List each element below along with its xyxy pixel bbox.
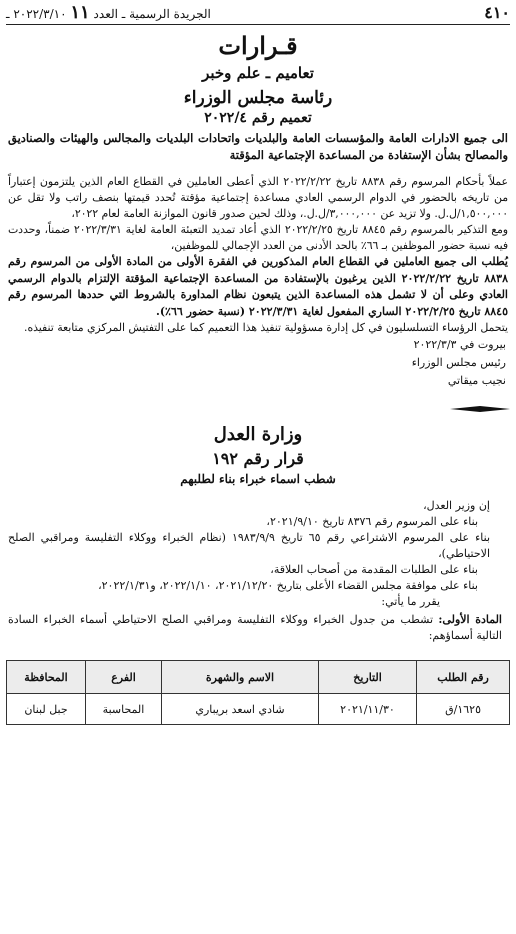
table-header-row <box>7 661 510 694</box>
section-title: قـرارات <box>218 31 298 60</box>
header-divider <box>6 24 510 25</box>
column-header: التاريخ <box>318 661 416 694</box>
signature-block <box>10 336 506 390</box>
circular-paragraph: ومع التذكير بالمرسوم رقم ٨٨٤٥ تاريخ ٢٠٢٢/٢/٢٥ الذي أعاد تمديد التعبئة العامة لغاية ٢٠٢٢/٣/٣١ ضمناً، وحددت فيه نسبة حضور الموظفين بـ ٦٦٪ بالحد الأدنى من العدد الإجمالي للموظفين، <box>8 223 508 252</box>
decision-opening: إن وزير العدل، <box>423 499 490 512</box>
experts-table <box>6 660 510 725</box>
preamble-item: بناء على الطلبات المقدمة من أصحاب العلاقة، <box>270 563 478 576</box>
circular-title: تعميم رقم ٢٠٢٢/٤ <box>204 110 312 126</box>
table-cell: جبل لبنان <box>7 694 86 725</box>
circular-addressees: الى جميع الادارات العامة والمؤسسات العامة والبلديات واتحادات البلديات والمجالس والهيئات والصناديق والمصالح بشأن الإستفادة من المساعدة الإجتماعية المؤقتة <box>8 131 508 162</box>
gazette-issue-line <box>6 2 211 23</box>
signer-name: نجيب ميقاتي <box>447 374 506 387</box>
column-header: الاسم والشهرة <box>162 661 319 694</box>
preamble-item: بناء على موافقة مجلس القضاء الأعلى بتاريخ ٢٠٢١/١٢/٢٠، ٢٠٢٢/١/١٠، و٢٠٢٢/١/٣١، <box>98 579 478 592</box>
issue-date: ٢٠٢٢/٣/١٠ ـ <box>6 6 67 21</box>
column-header: المحافظة <box>7 661 86 694</box>
table-cell: شادي اسعد بريباري <box>162 694 319 725</box>
preamble-item: بناء على المرسوم الاشتراعي رقم ٦٥ تاريخ ١٩٨٣/٩/٩ (نظام الخبراء ووكلاء التفليسة ومراقبي الصلح الاحتياطي)، <box>8 531 491 560</box>
place-date: بيروت في ٢٠٢٢/٣/٣ <box>413 338 506 351</box>
section-divider-ornament <box>450 406 510 412</box>
page-number: ٤١٠ <box>484 2 510 22</box>
preamble-item: بناء على المرسوم رقم ٨٣٧٦ تاريخ ٢٠٢١/٩/١٠، <box>266 515 478 528</box>
circular-responsibility: يتحمل الرؤساء التسلسليون في كل إدارة مسؤولية تنفيذ هذا التعميم كما على التفتيش المركزي متابعة تنفيذه. <box>24 321 508 334</box>
table-row <box>7 694 510 725</box>
circular-paragraph: عملاً بأحكام المرسوم رقم ٨٨٣٨ تاريخ ٢٠٢٢/٢/٢٢ الذي أعطى العاملين في القطاع العام الذين يلتزمون إعتباراً من تاريخه بالحضور في الدوام الرسمي العادي مساعدة إجتماعية مؤقتة تُحدد قيمتها بنصف راتب ولا تقل عن ١,٥٠٠,٠٠٠/ل.ل. ولا تزيد عن ٣,٠٠٠,٠٠٠/ل.ل.، وذلك لحين صدور قانون الموازنة العامة لعام ٢٠٢٢، <box>8 175 508 220</box>
decides-line: يقرر ما يأتي: <box>381 595 440 608</box>
gazette-name: الجريدة الرسمية ـ العدد <box>93 6 211 21</box>
table-cell: ١٦٢٥/ق <box>417 694 510 725</box>
decision-title: قرار رقم ١٩٢ <box>212 449 304 468</box>
circular-request: يُطلب الى جميع العاملين في القطاع العام المذكورين في الفقرة الأولى من المادة الأولى من المرسوم رقم ٨٨٣٨ تاريخ ٢٠٢٢/٢/٢٢ الذين يرغبون بالإستفادة من المساعدة الإجتماعية المؤقتة الإلتزام بالدوام الرسمي العادي وعلى أن لا تشمل هذه المساعدة الذين يتبعون نظام المداورة بالشروط التي حددها المرسوم رقم ٨٨٤٥ تاريخ ٢٠٢٢/٢/٢٥ الساري المفعول لغاية ٢٠٢٢/٣/٣١ (نسبة حضور ٦٦٪). <box>8 255 508 318</box>
signer-title: رئيس مجلس الوزراء <box>411 356 506 369</box>
page-header <box>6 0 510 24</box>
article-text: تشطب من جدول الخبراء ووكلاء التفليسة ومراقبي الصلح الاحتياطي أسماء الخبراء السادة التالية أسماؤهم: <box>8 613 502 642</box>
ministry-heading: وزارة العدل <box>213 424 303 445</box>
section-subtitle: تعاميم ـ علم وخبر <box>202 64 314 82</box>
table-cell: المحاسبة <box>86 694 162 725</box>
column-header: الفرع <box>86 661 162 694</box>
article-label: المادة الأولى: <box>438 613 502 626</box>
decision-subject: شطب اسماء خبراء بناء لطلبهم <box>180 472 336 486</box>
ministry-heading: رئاسة مجلس الوزراء <box>183 88 333 108</box>
column-header: رقم الطلب <box>417 661 510 694</box>
issue-number: ١١ <box>70 1 90 23</box>
table-cell: ٢٠٢١/١١/٣٠ <box>318 694 416 725</box>
article-one <box>8 612 502 644</box>
